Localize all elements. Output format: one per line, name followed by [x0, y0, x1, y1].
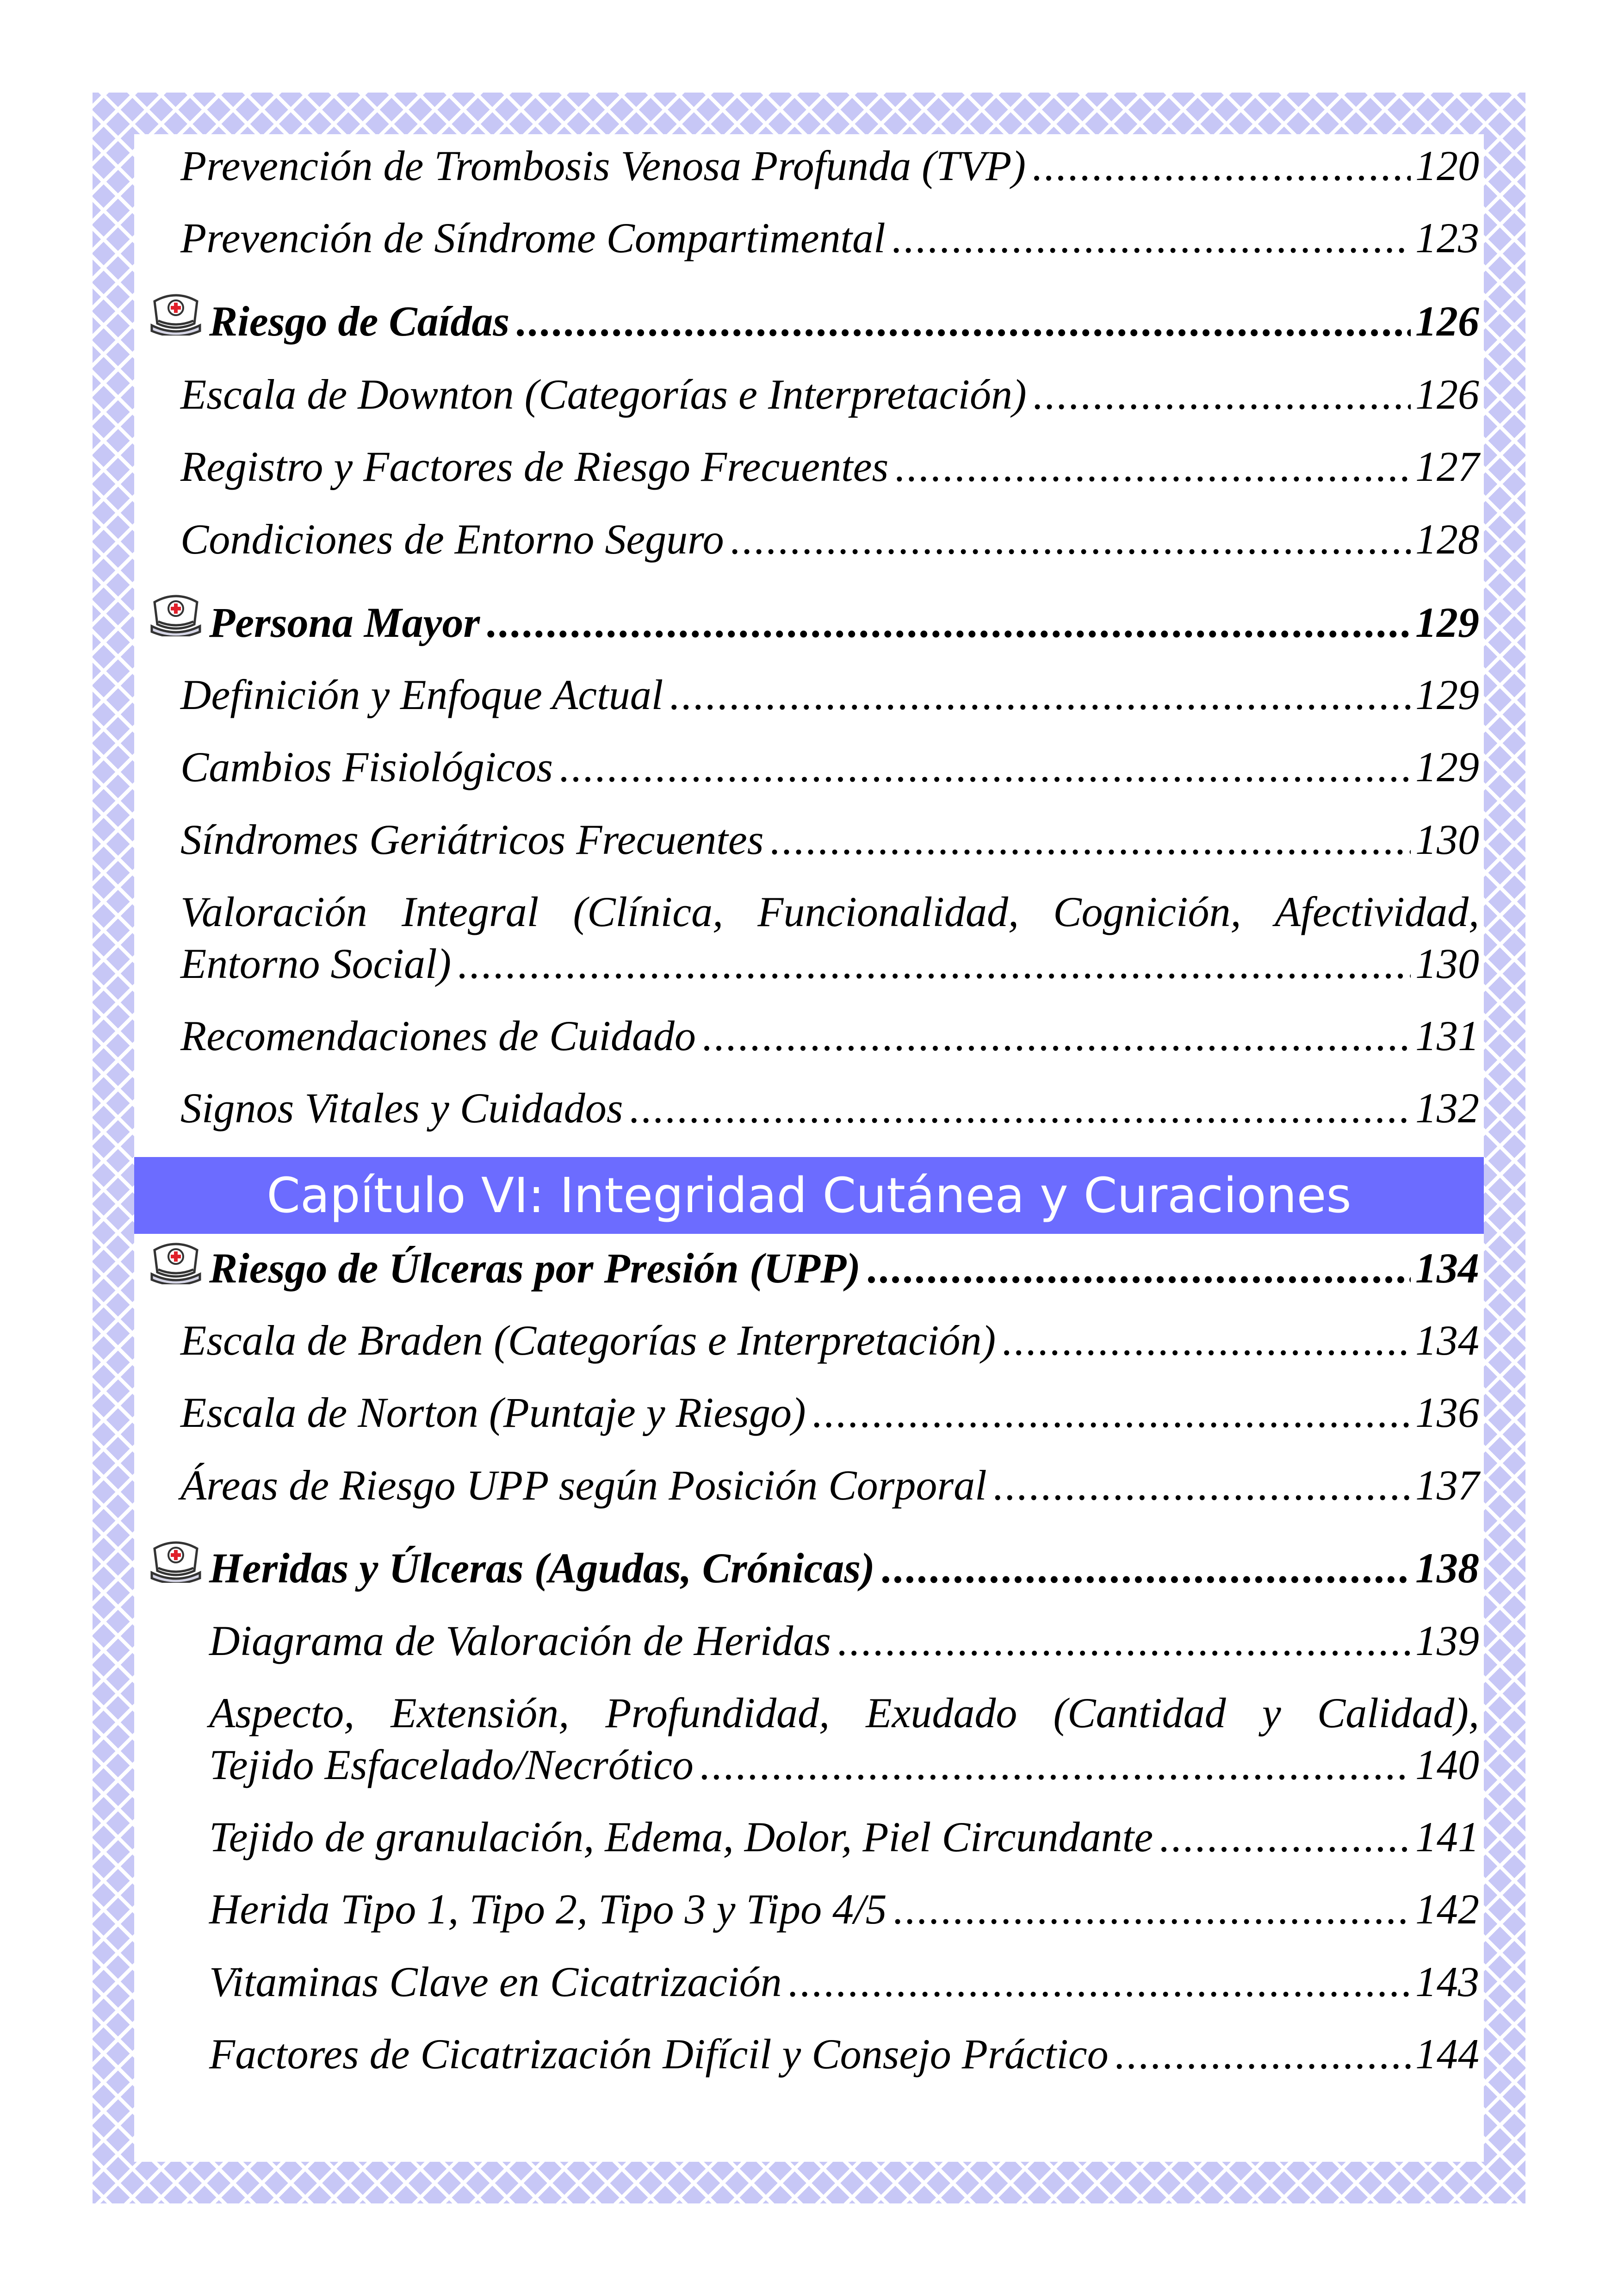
toc-entry-title: Cambios Fisiológicos — [180, 743, 553, 790]
dot-leader — [893, 1882, 1411, 1936]
nurse-cap-icon — [148, 1238, 204, 1284]
toc-entry-title: Tejido de granulación, Edema, Dolor, Piel Circundante — [209, 1813, 1153, 1860]
toc-page-number: 129 — [1415, 671, 1479, 718]
toc-section-entry[interactable] — [209, 1541, 1479, 1595]
dot-leader — [894, 440, 1411, 493]
toc-entry[interactable] — [180, 1386, 1479, 1439]
toc-page-number: 123 — [1415, 214, 1479, 261]
dot-leader — [730, 512, 1411, 566]
nurse-cap-icon — [148, 590, 204, 636]
toc-page-number: 144 — [1415, 2030, 1479, 2078]
toc-page-number: 128 — [1415, 516, 1479, 563]
toc-entry[interactable] — [180, 512, 1479, 566]
toc-entry[interactable] — [180, 740, 1479, 794]
toc-section-title: Persona Mayor — [209, 599, 480, 646]
toc-entry[interactable] — [180, 1458, 1479, 1512]
toc-entry-title: Diagrama de Valoración de Heridas — [209, 1617, 831, 1664]
toc-entry-title: Prevención de Síndrome Compartimental — [180, 214, 886, 261]
toc-entry[interactable] — [209, 2027, 1479, 2081]
toc-page-number: 129 — [1415, 599, 1479, 646]
toc-page-number: 142 — [1415, 1885, 1479, 1933]
toc-page-number: 132 — [1415, 1084, 1479, 1132]
toc-page-number: 141 — [1415, 1813, 1479, 1860]
toc-entry-title: Condiciones de Entorno Seguro — [180, 516, 724, 563]
toc-page-number: 131 — [1415, 1012, 1479, 1059]
dot-leader — [1032, 367, 1411, 421]
toc-entry[interactable] — [180, 367, 1479, 421]
toc-entry[interactable] — [180, 1313, 1479, 1367]
toc-entry-title: Tejido Esfacelado/Necrótico — [209, 1741, 694, 1788]
toc-entry[interactable] — [180, 668, 1479, 722]
dot-leader — [558, 740, 1411, 794]
dot-leader — [1159, 1810, 1411, 1864]
dot-leader — [812, 1386, 1411, 1439]
toc-entry-title: Factores de Cicatrización Difícil y Consejo Práctico — [209, 2030, 1109, 2078]
toc-entry[interactable] — [180, 211, 1479, 265]
toc-entry-title: Signos Vitales y Cuidados — [180, 1084, 623, 1132]
dot-leader — [880, 1541, 1411, 1595]
toc-page-number: 139 — [1415, 1617, 1479, 1664]
toc-page-number: 140 — [1415, 1741, 1479, 1788]
toc-page-number: 136 — [1415, 1389, 1479, 1436]
toc-entry-title: Escala de Braden (Categorías e Interpretación) — [180, 1317, 996, 1364]
nurse-cap-icon — [148, 1537, 204, 1583]
toc-page-number: 134 — [1415, 1317, 1479, 1364]
toc-entry[interactable] — [180, 937, 1479, 990]
toc-page-number: 134 — [1415, 1244, 1479, 1292]
toc-entry[interactable] — [209, 1614, 1479, 1668]
toc-entry[interactable] — [209, 1955, 1479, 2009]
toc-entry[interactable] — [209, 1738, 1479, 1792]
toc-section-entry[interactable] — [209, 596, 1479, 649]
toc-entry-title: Vitaminas Clave en Cicatrización — [209, 1958, 782, 2005]
toc-entry[interactable] — [209, 1810, 1479, 1864]
dot-leader — [629, 1081, 1411, 1135]
dot-leader — [485, 596, 1411, 649]
dot-leader — [701, 1009, 1411, 1063]
toc-entry-title: Prevención de Trombosis Venosa Profunda (TVP) — [180, 142, 1026, 189]
toc-entry-title: Áreas de Riesgo UPP según Posición Corporal — [180, 1462, 987, 1509]
toc-entry-title: Escala de Norton (Puntaje y Riesgo) — [180, 1389, 806, 1436]
toc-entry-title: Escala de Downton (Categorías e Interpretación) — [180, 371, 1027, 418]
dot-leader — [837, 1614, 1411, 1668]
dot-leader — [866, 1241, 1411, 1295]
dot-leader — [1031, 139, 1411, 193]
toc-entry-title: Herida Tipo 1, Tipo 2, Tipo 3 y Tipo 4/5 — [209, 1885, 887, 1933]
toc-entry-title: Síndromes Geriátricos Frecuentes — [180, 816, 764, 863]
dot-leader — [457, 937, 1411, 990]
toc-entry-wrapped-line: Aspecto, Extensión, Profundidad, Exudado (Cantidad y Calidad), — [209, 1689, 1479, 1736]
toc-entry-title: Entorno Social) — [180, 940, 452, 987]
dot-leader — [1001, 1313, 1411, 1367]
toc-entry[interactable] — [180, 813, 1479, 866]
toc-page-number: 138 — [1415, 1544, 1479, 1592]
toc-page-number: 137 — [1415, 1462, 1479, 1509]
dot-leader — [515, 294, 1411, 348]
toc-entry-wrapped-line: Valoración Integral (Clínica, Funcionalidad, Cognición, Afectividad, — [180, 888, 1479, 935]
toc-section-entry[interactable] — [209, 294, 1479, 348]
toc-page-number: 130 — [1415, 816, 1479, 863]
toc-section-entry[interactable] — [209, 1241, 1479, 1295]
toc-page-number: 143 — [1415, 1958, 1479, 2005]
toc-section-title: Riesgo de Úlceras por Presión (UPP) — [209, 1244, 861, 1292]
toc-entry[interactable] — [180, 1081, 1479, 1135]
toc-entry-title: Registro y Factores de Riesgo Frecuentes — [180, 443, 889, 490]
toc-entry[interactable] — [209, 1882, 1479, 1936]
chapter-heading: Capítulo VI: Integridad Cutánea y Curaciones — [134, 1157, 1484, 1234]
toc-page-number: 126 — [1415, 298, 1479, 345]
toc-section-title: Heridas y Úlceras (Agudas, Crónicas) — [209, 1544, 875, 1592]
dot-leader — [787, 1955, 1411, 2009]
toc-page-number: 130 — [1415, 940, 1479, 987]
toc-page-number: 127 — [1415, 443, 1479, 490]
dot-leader — [1114, 2027, 1411, 2081]
toc-entry[interactable] — [180, 139, 1479, 193]
dot-leader — [699, 1738, 1411, 1792]
dot-leader — [769, 813, 1411, 866]
nurse-cap-icon — [148, 289, 204, 336]
dot-leader — [992, 1458, 1411, 1512]
toc-entry[interactable] — [180, 440, 1479, 493]
dot-leader — [891, 211, 1411, 265]
toc-page-number: 126 — [1415, 371, 1479, 418]
dot-leader — [669, 668, 1411, 722]
toc-section-title: Riesgo de Caídas — [209, 298, 510, 345]
toc-entry-title: Recomendaciones de Cuidado — [180, 1012, 696, 1059]
toc-page-number: 120 — [1415, 142, 1479, 189]
toc-page-number: 129 — [1415, 743, 1479, 790]
toc-entry[interactable] — [180, 1009, 1479, 1063]
toc-entry-title: Definición y Enfoque Actual — [180, 671, 663, 718]
